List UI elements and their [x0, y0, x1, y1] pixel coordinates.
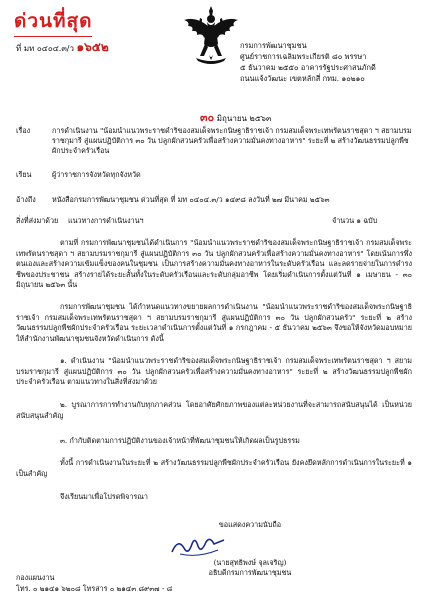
footer-contact: [16, 572, 172, 594]
enclosure-label: สิ่งที่ส่งมาด้วย: [16, 216, 59, 225]
reference-text: หนังสือกรมการพัฒนาชุมชน ด่วนที่สุด ที่ มท ๐๔๐๔.๓/ว ๑๔๙๘ ลงวันที่ ๒๗ มีนาคม ๒๕๖๓: [52, 195, 330, 204]
subject-text: การดำเนินงาน "น้อมนำแนวพระราชดำริของสมเด็จพระกนิษฐาธิราชเจ้า กรมสมเด็จพระเทพรัตนราชสุดา ฯ สยามบรมราชกุมารี สู่แผนปฏิบัติการ ๓๐ วัน ปลูกผักสวนครัวเพื่อสร้างความมั่นคงทางอาหาร" ระยะที่ ๒ สร้างวัฒนธรรมปลูกพืชผักประจำครัวเรือน: [52, 126, 412, 155]
body-paragraph: ๑. ดำเนินงาน "น้อมนำแนวพระราชดำริของสมเด็จพระกนิษฐาธิราชเจ้า กรมสมเด็จพระเทพรัตนราชสุดา ฯ สยามบรมราชกุมารี สู่แผนปฏิบัติการ ๓๐ วัน ปลูกผักสวนครัวเพื่อสร้างความมั่นคงทางอาหาร" ระยะที่ ๒ สร้างวัฒนธรรมปลูกพืชผักประจำครัวเรือน ตามแนวทางในสิ่งที่ส่งมาด้วย: [16, 356, 412, 387]
body-paragraph: ทั้งนี้ การดำเนินงานในระยะที่ ๒ สร้างวัฒนธรรมปลูกพืชผักประจำครัวเรือน ยังคงยึดหลักการดำเนินการในระยะที่ ๑ เป็นสำคัญ: [16, 458, 412, 478]
signer-name: (นายสุทธิพงษ์ จุลเจริญ): [213, 558, 287, 567]
document-number: [16, 38, 109, 57]
subject-row: [16, 126, 414, 156]
recipient-text: ผู้ว่าราชการจังหวัดทุกจังหวัด: [52, 170, 141, 179]
date-month-year: มิถุนายน ๒๕๖๓: [216, 114, 272, 123]
agency-line: ถนนแจ้งวัฒนะ เขตหลักสี่ กทม. ๑๐๒๑๐: [240, 74, 365, 83]
document-number-handwritten: ๑๖๕๒: [76, 40, 109, 54]
body-paragraph: ตามที่ กรมการพัฒนาชุมชนได้ดำเนินการ "น้อมนำแนวพระราชดำริของสมเด็จพระกนิษฐาธิราชเจ้า กรมสมเด็จพระเทพรัตนราชสุดา ฯ สยามบรมราชกุมารี สู่แผนปฏิบัติการ ๓๐ วัน ปลูกผักสวนครัวเพื่อสร้างความมั่นคงทางอาหาร" โดยเน้นการพึ่งตนเองและสร้างความเข้มแข็งของคนในชุมชน เป็นการสร้างความมั่นคงทางอาหารในระดับครัวเรือน และลดรายจ่ายในการดำรงชีพของประชาชน สร้างรายได้ระยะสั้นทั้งในระดับครัวเรือนและระดับกลุ่มอาชีพ โดยเริ่มดำเนินการตั้งแต่วันที่ ๑ เมษายน - ๓๐ มิถุนายน ๒๕๖๓ นั้น: [16, 238, 412, 290]
enclosure-text: แนวทางการดำเนินงานฯ: [68, 216, 144, 225]
agency-line: ศูนย์ราชการเฉลิมพระเกียรติ ๘๐ พรรษา: [240, 52, 367, 61]
document-number-prefix: ที่ มท ๐๔๐๔.๓/ว: [16, 44, 74, 53]
footer-division: กองแผนงาน: [16, 573, 55, 582]
body-paragraph: จึงเรียนมาเพื่อโปรดพิจารณา: [60, 492, 148, 501]
agency-address: [240, 40, 376, 84]
enclosure-row: [16, 216, 308, 226]
footer-phone: โทร. ๐ ๒๑๔๑ ๖๒๐๘ โทรสาร ๐ ๒๑๔๓ ๘๙๓๗ - ๘: [16, 584, 173, 593]
body-paragraph: กรมการพัฒนาชุมชน ได้กำหนดแนวทางขยายผลการดำเนินงาน "น้อมนำแนวพระราชดำริของสมเด็จพระกนิษฐาธิราชเจ้า กรมสมเด็จพระเทพรัตนราชสุดา ฯ สยามบรมราชกุมารี สู่แผนปฏิบัติการ ๓๐ วัน ปลูกผักสวนครัว" ระยะที่ ๒ สร้างวัฒนธรรมปลูกพืชผักประจำครัวเรือน ระยะเวลาดำเนินการตั้งแต่วันที่ ๑ กรกฎาคม - ๕ ธันวาคม ๒๕๖๓ จึงขอให้จังหวัดมอบหมายให้สำนักงานพัฒนาชุมชนจังหวัดดำเนินการ ดังนี้: [16, 302, 412, 343]
recipient-row: [16, 170, 414, 180]
document-date: [200, 108, 271, 126]
urgent-stamp: ด่วนที่สุด: [14, 6, 92, 37]
signer-title: อธิบดีกรมการพัฒนาชุมชน: [208, 568, 292, 577]
recipient-label: เรียน: [16, 170, 32, 179]
body-paragraph: ๓. กำกับติดตามการปฏิบัติงานของเจ้าหน้าที่พัฒนาชุมชนให้เกิดผลเป็นรูปธรรม: [60, 436, 300, 445]
garuda-emblem-icon: [182, 4, 240, 70]
date-day-handwritten: ๓๐: [200, 111, 215, 124]
reference-row: [16, 195, 414, 205]
closing-salutation: ขอแสดงความนับถือ: [218, 520, 282, 529]
subject-label: เรื่อง: [16, 126, 31, 135]
signer-block: [160, 558, 340, 578]
agency-line: ๕ ธันวาคม ๒๕๕๐ อาคารรัฐประศาสนภักดี: [240, 63, 376, 72]
signature-icon: [168, 532, 228, 560]
enclosure-count: จำนวน ๑ ฉบับ: [332, 216, 378, 225]
agency-line: กรมการพัฒนาชุมชน: [240, 41, 307, 50]
reference-label: อ้างถึง: [16, 195, 36, 204]
body-paragraph: ๒. บูรณาการการทำงานกับทุกภาคส่วน โดยอาศัยศักยภาพของแต่ละหน่วยงานที่จะสามารถสนับสนุนได้ เป็นหน่วยสนับสนุนสำคัญ: [16, 400, 412, 420]
